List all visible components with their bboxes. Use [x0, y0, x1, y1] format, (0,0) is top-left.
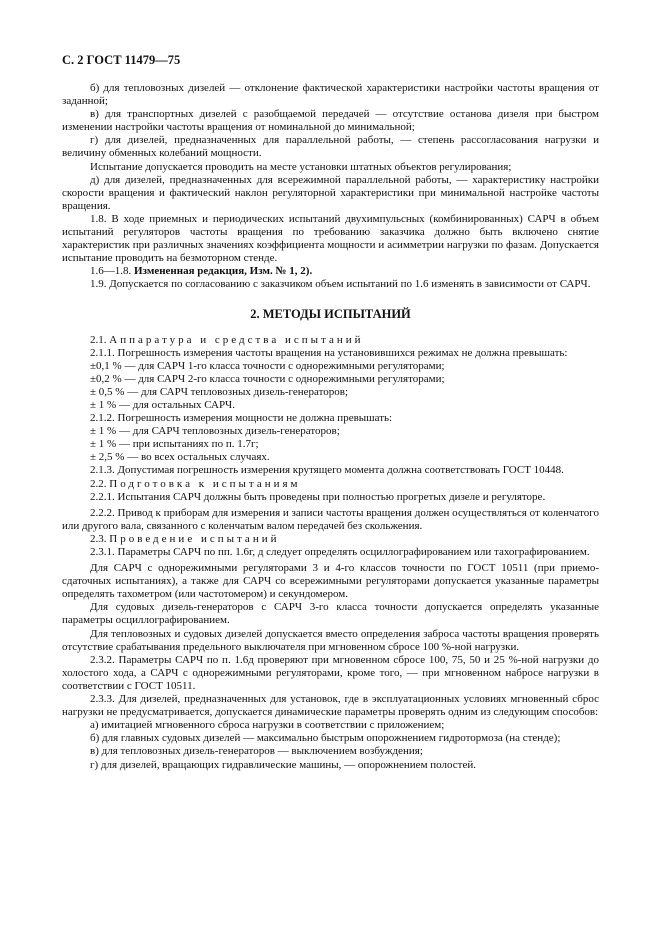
paragraph: 2.2.1. Испытания САРЧ должны быть проведены при полностью прогретых дизеле и регуляторе. [90, 490, 546, 503]
paragraph: д) для дизелей, предназначенных для всережимной параллельной работы, — характеристику настройки скорости вращения и фактический наклон регуляторной характеристики при минимальной настройке частоты вращения. [62, 173, 599, 212]
paragraph: 2.1.1. Погрешность измерения частоты вращения на установившихся режимах не должна превышать: [90, 346, 568, 359]
subsection-number: 2.2. [90, 477, 107, 490]
list-item: а) имитацией мгновенного сброса нагрузки в соответствии с приложением; [90, 719, 445, 732]
edition-note [62, 265, 599, 278]
list-item: в) для тепловозных дизель-генераторов — выключением возбуждения; [90, 745, 423, 758]
list-item: ±0,2 % — для САРЧ 2-го класса точности с однорежимными регуляторами; [90, 372, 445, 385]
document-body [62, 82, 599, 772]
paragraph: 2.3.2. Параметры САРЧ по п. 1.6д проверяют при мгновенном сбросе 100, 75, 50 и 25 %-ной нагрузки до холостого хода, а САРЧ с однорежимными регуляторами, кроме того, — при мгновенном набросе нагрузки в соответствии с ГОСТ 10511. [62, 653, 599, 692]
subsection-heading [62, 334, 599, 347]
subsection-title: Подготовка к испытаниям [109, 477, 301, 490]
paragraph: 2.3.3. Для дизелей, предназначенных для установок, где в эксплуатационных условиях мгновенный сброс нагрузки не предусматривается, допускается динамические параметры проверять одним из следующим способов: [62, 693, 599, 719]
list-item: ± 1 % — при испытаниях по п. 1.7г; [90, 438, 259, 451]
section-title: 2. МЕТОДЫ ИСПЫТАНИЙ [250, 306, 411, 321]
paragraph: 1.8. В ходе приемных и периодических испытаний двухимпульсных (комбинированных) САРЧ в объем испытаний регуляторов частоты вращения по требованию заказчика должно быть включено снятие характеристик при различных значениях коэффициента мощности и асимметрии нагрузки по фазам. Допускается испытание проводить на безмоторном стенде. [62, 212, 599, 265]
list-item: ± 0,5 % — для САРЧ тепловозных дизель-генераторов; [90, 385, 349, 398]
subsection-number: 2.1. [90, 333, 107, 346]
paragraph: Испытание допускается проводить на месте установки штатных объектов регулирования; [90, 160, 512, 173]
list-item: ± 2,5 % — во всех остальных случаях. [90, 451, 270, 464]
subsection-number: 2.3. [90, 532, 107, 545]
document-page [62, 52, 599, 772]
paragraph: Для САРЧ с однорежимными регуляторами 3 и 4-го классов точности по ГОСТ 10511 (при приемо-сдаточных испытаниях), а также для САРЧ со всережимными регуляторами допускается указанные параметры определять тахометром (или частотомером) и секундомером. [62, 562, 599, 601]
list-item: б) для главных судовых дизелей — максимально быстрым опорожнением гидротормоза (на стенде); [90, 732, 561, 745]
paragraph: в) для транспортных дизелей с разобщаемой передачей — отсутствие останова дизеля при быстром изменении настройки частоты вращения от номинальной до минимальной; [62, 108, 599, 134]
paragraph: 1.9. Допускается по согласованию с заказчиком объем испытаний по 1.6 изменять в зависимости от САРЧ. [90, 278, 591, 291]
list-item: г) для дизелей, вращающих гидравлические машины, — опорожнением полостей. [90, 758, 476, 771]
subsection-title: Проведение испытаний [109, 532, 280, 545]
subsection-title: Аппаратура и средства испытаний [109, 333, 364, 346]
subsection-heading [62, 478, 599, 491]
paragraph: 2.1.2. Погрешность измерения мощности не должна превышать: [90, 412, 393, 425]
paragraph: Для тепловозных и судовых дизелей допускается вместо определения заброса частоты вращения проверять отсутствие срабатывания предельного выключателя при мгновенном сбросе 100 %-ной нагрузки. [62, 627, 599, 653]
list-item: ± 1 % — для САРЧ тепловозных дизель-генераторов; [90, 425, 340, 438]
edition-note-prefix: 1.6—1.8. [90, 265, 132, 278]
paragraph: 2.3.1. Параметры САРЧ по пп. 1.6г, д следует определять осциллографированием или тахографированием. [90, 546, 590, 558]
list-item: ±0,1 % — для САРЧ 1-го класса точности с однорежимными регуляторами; [90, 359, 445, 372]
page-header: С. 2 ГОСТ 11479—75 [62, 53, 181, 67]
edition-note-text: Измененная редакция, Изм. № 1, 2). [134, 265, 313, 278]
subsection-heading [62, 533, 599, 546]
paragraph: 2.1.3. Допустимая погрешность измерения крутящего момента должна соответствовать ГОСТ 10448. [90, 464, 564, 477]
paragraph: б) для тепловозных дизелей — отклонение фактической характеристики настройки частоты вращения от заданной; [62, 82, 599, 108]
paragraph: 2.2.2. Привод к приборам для измерения и записи частоты вращения должен осуществляться от коленчатого или другого вала, связанного с коленчатым валом передачей без скольжения. [62, 506, 599, 532]
paragraph: г) для дизелей, предназначенных для параллельной работы, — степень рассогласования нагрузки и величину обменных колебаний мощности. [62, 134, 599, 160]
paragraph: Для судовых дизель-генераторов с САРЧ 3-го класса точности допускается определять указанные параметры осциллографированием. [62, 601, 599, 627]
list-item: ± 1 % — для остальных САРЧ. [90, 398, 235, 411]
